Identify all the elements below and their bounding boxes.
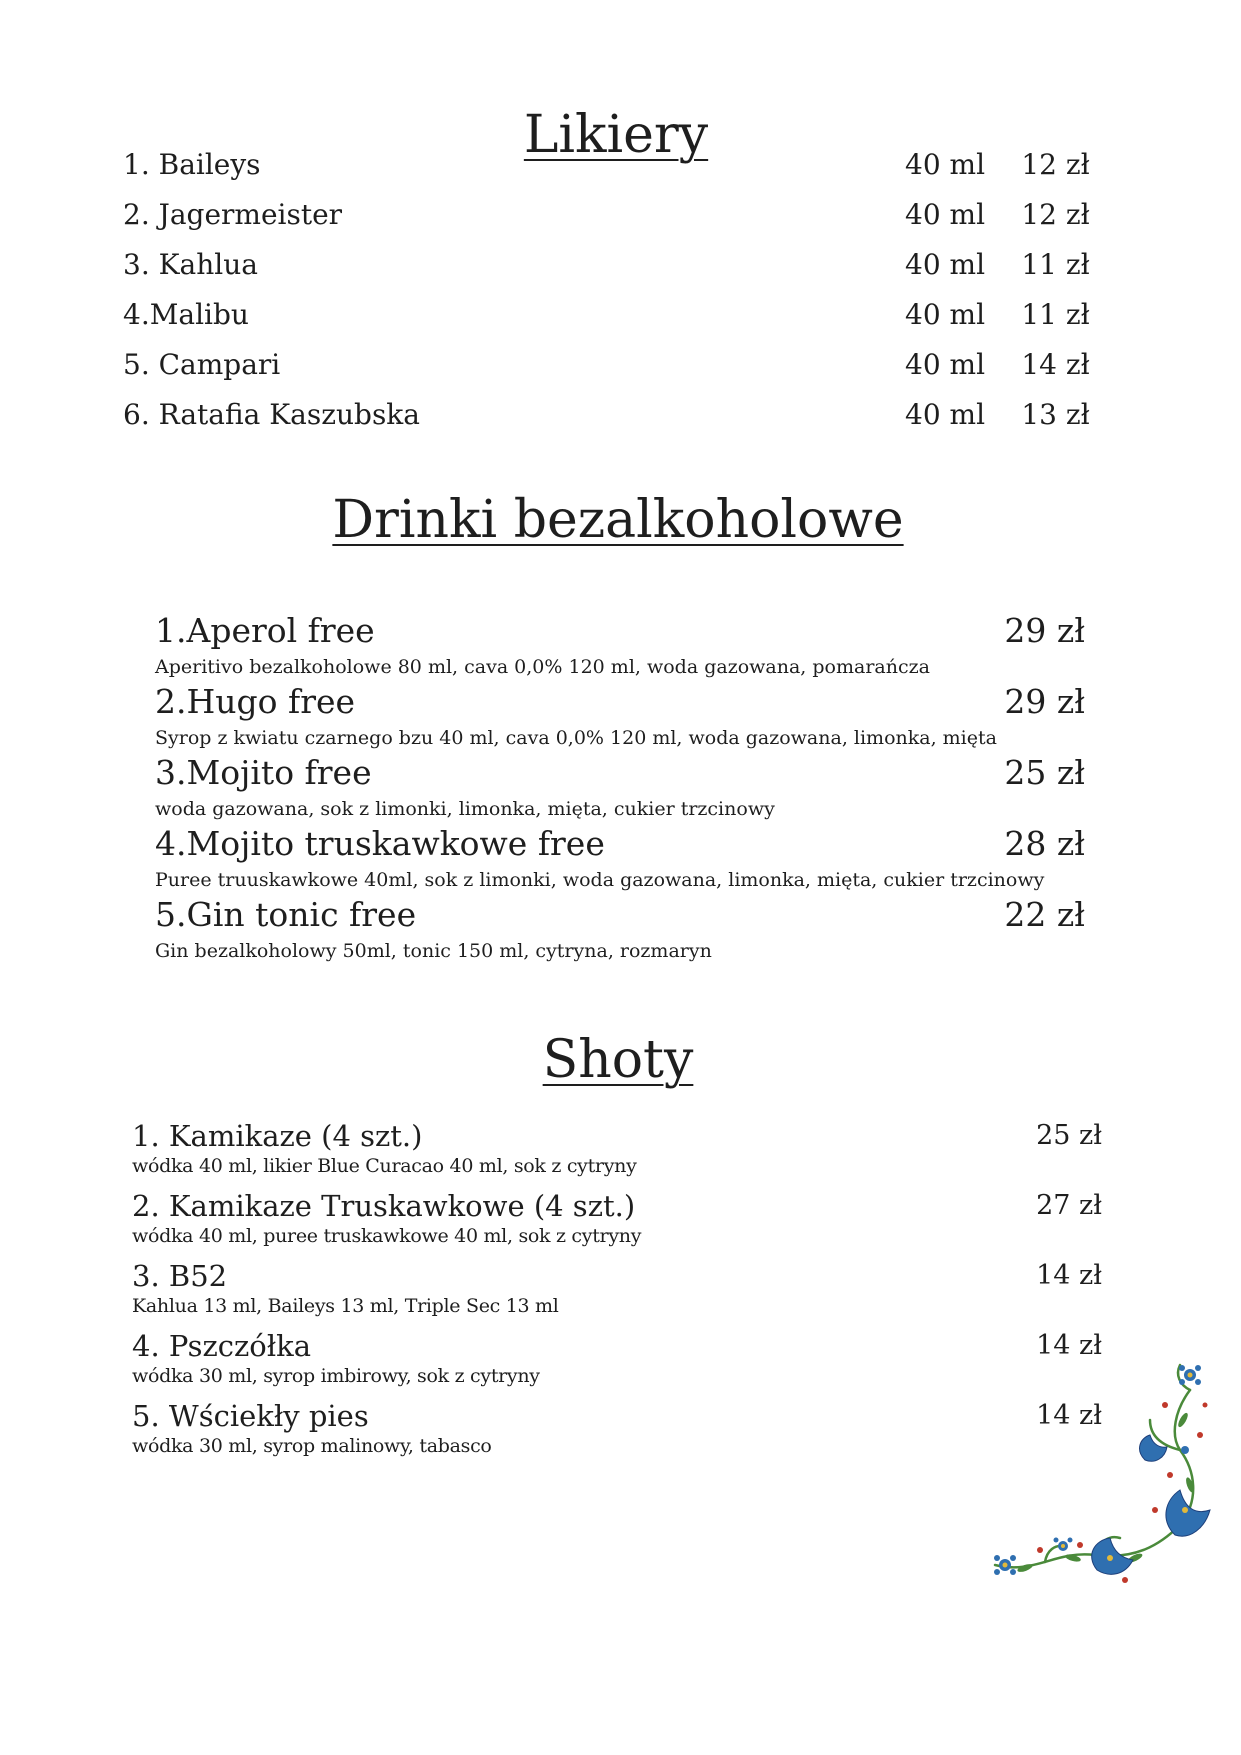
item-price: 25 zł	[1036, 1120, 1102, 1151]
item-volume: 40 ml	[905, 348, 986, 381]
item-volume: 40 ml	[905, 298, 986, 331]
item-price: 27 zł	[1036, 1190, 1102, 1221]
item-price: 14 zł	[1036, 1260, 1102, 1291]
item-price: 13 zł	[1021, 398, 1090, 431]
item-price: 29 zł	[1004, 611, 1085, 650]
item-name: 6. Ratafia Kaszubska	[123, 398, 420, 431]
item-description: wódka 40 ml, puree truskawkowe 40 ml, sok z cytryny	[132, 1225, 642, 1247]
item-description: Syrop z kwiatu czarnego bzu 40 ml, cava 0,0% 120 ml, woda gazowana, limonka, mięta	[155, 727, 997, 749]
kashubian-floral-ornament-icon	[985, 1350, 1215, 1600]
item-price: 11 zł	[1021, 248, 1090, 281]
item-description: wódka 30 ml, syrop malinowy, tabasco	[132, 1435, 492, 1457]
item-name: 1.Aperol free	[155, 611, 375, 650]
item-price: 14 zł	[1036, 1330, 1102, 1361]
item-name: 4.Mojito truskawkowe free	[155, 824, 605, 863]
item-price: 11 zł	[1021, 298, 1090, 331]
item-name: 2. Kamikaze Truskawkowe (4 szt.)	[132, 1189, 636, 1223]
item-description: Kahlua 13 ml, Baileys 13 ml, Triple Sec 13 ml	[132, 1295, 559, 1317]
item-price: 14 zł	[1036, 1400, 1102, 1431]
item-name: 3. B52	[132, 1259, 228, 1293]
item-name: 1. Kamikaze (4 szt.)	[132, 1119, 423, 1153]
item-volume: 40 ml	[905, 148, 986, 181]
item-name: 1. Baileys	[123, 148, 261, 181]
item-price: 28 zł	[1004, 824, 1085, 863]
item-price: 25 zł	[1004, 753, 1085, 792]
item-name: 3. Kahlua	[123, 248, 258, 281]
item-name: 5. Campari	[123, 348, 281, 381]
item-price: 14 zł	[1021, 348, 1090, 381]
item-name: 4. Pszczółka	[132, 1329, 312, 1363]
section-title-drinki: Drinki bezalkoholowe	[332, 490, 904, 550]
item-volume: 40 ml	[905, 248, 986, 281]
item-description: Aperitivo bezalkoholowe 80 ml, cava 0,0% 120 ml, woda gazowana, pomarańcza	[155, 656, 930, 678]
item-description: woda gazowana, sok z limonki, limonka, mięta, cukier trzcinowy	[155, 798, 775, 820]
item-name: 2. Jagermeister	[123, 198, 343, 231]
item-description: Puree truuskawkowe 40ml, sok z limonki, woda gazowana, limonka, mięta, cukier trzcinowy	[155, 869, 1045, 891]
item-name: 5.Gin tonic free	[155, 895, 417, 934]
item-description: wódka 30 ml, syrop imbirowy, sok z cytryny	[132, 1365, 540, 1387]
item-description: Gin bezalkoholowy 50ml, tonic 150 ml, cytryna, rozmaryn	[155, 940, 712, 962]
item-name: 2.Hugo free	[155, 682, 356, 721]
item-price: 12 zł	[1021, 198, 1090, 231]
item-volume: 40 ml	[905, 398, 986, 431]
item-price: 29 zł	[1004, 682, 1085, 721]
section-title-shoty: Shoty	[542, 1030, 694, 1090]
item-name: 5. Wściekły pies	[132, 1399, 369, 1433]
item-price: 22 zł	[1004, 895, 1085, 934]
section-title-likiery: Likiery	[523, 105, 709, 165]
item-price: 12 zł	[1021, 148, 1090, 181]
item-volume: 40 ml	[905, 198, 986, 231]
item-description: wódka 40 ml, likier Blue Curacao 40 ml, sok z cytryny	[132, 1155, 637, 1177]
item-name: 4.Malibu	[123, 298, 249, 331]
item-name: 3.Mojito free	[155, 753, 372, 792]
